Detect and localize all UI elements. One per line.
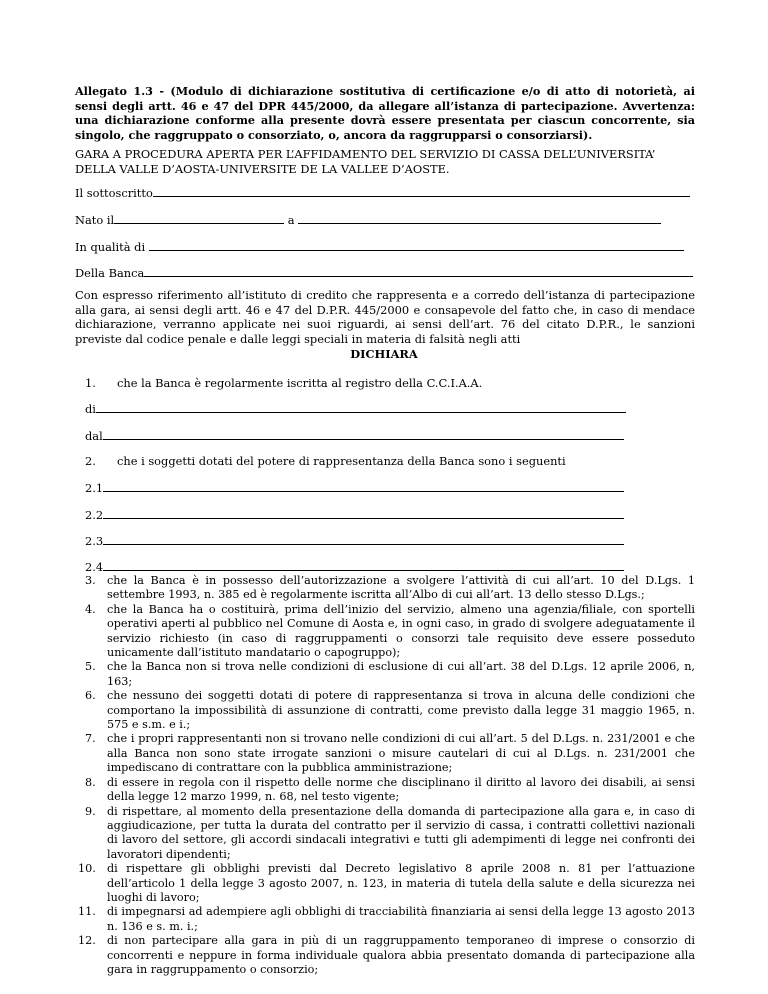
input-line-birthdate[interactable] xyxy=(114,212,284,224)
list-item-4: 4. che la Banca ha o costituirà, prima dell’inizio del servizio, almeno una agenzia/filiale, con sportelli operativi aperti al pubblico nel Comune di Aosta e, in ogni caso, in grado di svolgere adeguatamente il servizio richiesto (in caso di raggruppamenti o consorzi tale requisito deve essere posseduto unicamente dall’istituto mandatario o capogruppo); xyxy=(85,602,695,660)
item-number: 1. xyxy=(85,376,96,390)
label-di: di xyxy=(85,402,96,416)
list-item-10: 10. di rispettare gli obblighi previsti dal Decreto legislativo 8 aprile 2008 n. 81 per l’attuazione dell’articolo 1 della legge 3 agosto 2007, n. 123, in materia di tutela della salute e della sicurezza nei luoghi di lavoro; xyxy=(78,862,695,904)
field-di xyxy=(85,401,626,416)
label-2-1: 2.1 xyxy=(85,481,104,495)
list-item-6: 6. che nessuno dei soggetti dotati di potere di rappresentanza si trova in alcuna delle condizioni che comportano la impossibilità di assunzione di contratti, come previsto dalla legge 31 maggio 1965, n. 575 e s.m. e i.; xyxy=(85,689,695,732)
list-item-2 xyxy=(85,454,566,468)
list-item-3: 3. che la Banca è in possesso dell’autorizzazione a svolgere l’attività di cui all’art. 10 del D.Lgs. 1 settembre 1993, n. 385 ed è regolarmente iscritta all’Albo di cui all’art. 13 dello stesso D.Lgs.; xyxy=(85,574,695,602)
list-item-12: 12. di non partecipare alla gara in più di un raggruppamento temporaneo di imprese o consorzio di concorrenti e neppure in forma individuale qualora abbia presentato domanda di partecipazione alla gara in raggruppamento o consorzio; xyxy=(78,934,695,976)
field-2-3 xyxy=(85,533,624,548)
field-sottoscritto xyxy=(75,185,690,200)
label-banca: Della Banca xyxy=(75,266,145,280)
item-number: 2. xyxy=(85,454,96,468)
label-sottoscritto: Il sottoscritto xyxy=(75,186,153,200)
field-dal xyxy=(85,428,624,443)
field-qualita xyxy=(75,239,684,254)
label-2-4: 2.4 xyxy=(85,560,104,574)
input-line-dal[interactable] xyxy=(103,428,624,440)
input-line-2-3[interactable] xyxy=(103,533,624,545)
input-line-2-1[interactable] xyxy=(103,480,624,492)
label-2-3: 2.3 xyxy=(85,534,104,548)
label-qualita: In qualità di xyxy=(75,240,146,254)
field-banca xyxy=(75,265,693,280)
field-2-2 xyxy=(85,507,624,522)
tender-title: GARA A PROCEDURA APERTA PER L’AFFIDAMENTO DEL SERVIZIO DI CASSA DELL’UNIVERSITA’ DELLA VALLE D’AOSTA-UNIVERSITE DE LA VALLEE D’AOSTE. xyxy=(75,147,656,176)
input-line-birthplace[interactable] xyxy=(298,212,661,224)
input-line-banca[interactable] xyxy=(144,265,693,277)
premise-paragraph: Con espresso riferimento all’istituto di credito che rappresenta e a corredo dell’istanza di partecipazione alla gara, ai sensi degli artt. 46 e 47 del D.P.R. 445/2000 e consapevole del fatto che, in caso di mendace dichiarazione, verranno applicate nei suoi riguardi, ai sensi dell’art. 76 del citato D.P.R., le sanzioni previste dal codice penale e dalle leggi speciali in materia di falsità negli atti xyxy=(75,288,695,346)
list-item-1 xyxy=(85,376,482,390)
input-line-di[interactable] xyxy=(96,401,626,413)
attachment-heading: Allegato 1.3 - (Modulo di dichiarazione sostitutiva di certificazione e/o di atto di notorietà, ai sensi degli artt. 46 e 47 del DPR 445/2000, da allegare all’istanza di partecipazione. Avvertenza: una dichiarazione conforme alla presente dovrà essere presentata per ciascun concorrente, sia singolo, che raggruppato o consorziato, o, ancora da raggrupparsi o consorziarsi). xyxy=(75,84,695,142)
item-text: che la Banca è regolarmente iscritta al registro della C.C.I.A.A. xyxy=(117,376,483,390)
dichiara-heading: DICHIARA xyxy=(350,347,418,361)
list-item-8: 8. di essere in regola con il rispetto delle norme che disciplinano il diritto al lavoro dei disabili, ai sensi della legge 12 marzo 1999, n. 68, nel testo vigente; xyxy=(85,775,695,804)
list-item-7: 7. che i propri rappresentanti non si trovano nelle condizioni di cui all’art. 5 del D.Lgs. n. 231/2001 e che alla Banca non sono state irrogate sanzioni o misure cautelari di cui al D.Lgs. n. 231/2001 che impediscano di contrattare con la pubblica amministrazione; xyxy=(85,732,695,775)
declarations-list xyxy=(75,574,695,977)
label-a: a xyxy=(287,213,295,227)
input-line-sottoscritto[interactable] xyxy=(153,185,690,197)
input-line-2-2[interactable] xyxy=(103,507,624,519)
input-line-2-4[interactable] xyxy=(103,559,624,571)
list-item-9: 9. di rispettare, al momento della presentazione della domanda di partecipazione alla gara e, in caso di aggiudicazione, per tutta la durata del contratto per il servizio di cassa, i contratti collettivi nazionali di lavoro del settore, gli accordi sindacali integrativi e tutti gli adempimenti di legge nei confronti dei lavoratori dipendenti; xyxy=(85,804,695,861)
list-item-11: 11. di impegnarsi ad adempiere agli obblighi di tracciabilità finanziaria ai sensi della legge 13 agosto 2013 n. 136 e s. m. i.; xyxy=(78,905,695,933)
item-text: che i soggetti dotati del potere di rappresentanza della Banca sono i seguenti xyxy=(117,454,566,468)
list-item-5: 5. che la Banca non si trova nelle condizioni di esclusione di cui all’art. 38 del D.Lgs. 12 aprile 2006, n, 163; xyxy=(85,660,695,688)
field-2-1 xyxy=(85,480,624,495)
field-nato xyxy=(75,212,661,227)
label-nato: Nato il xyxy=(75,213,115,227)
label-dal: dal xyxy=(85,429,103,443)
field-2-4 xyxy=(85,559,624,574)
label-2-2: 2.2 xyxy=(85,508,104,522)
input-line-qualita[interactable] xyxy=(149,239,684,251)
